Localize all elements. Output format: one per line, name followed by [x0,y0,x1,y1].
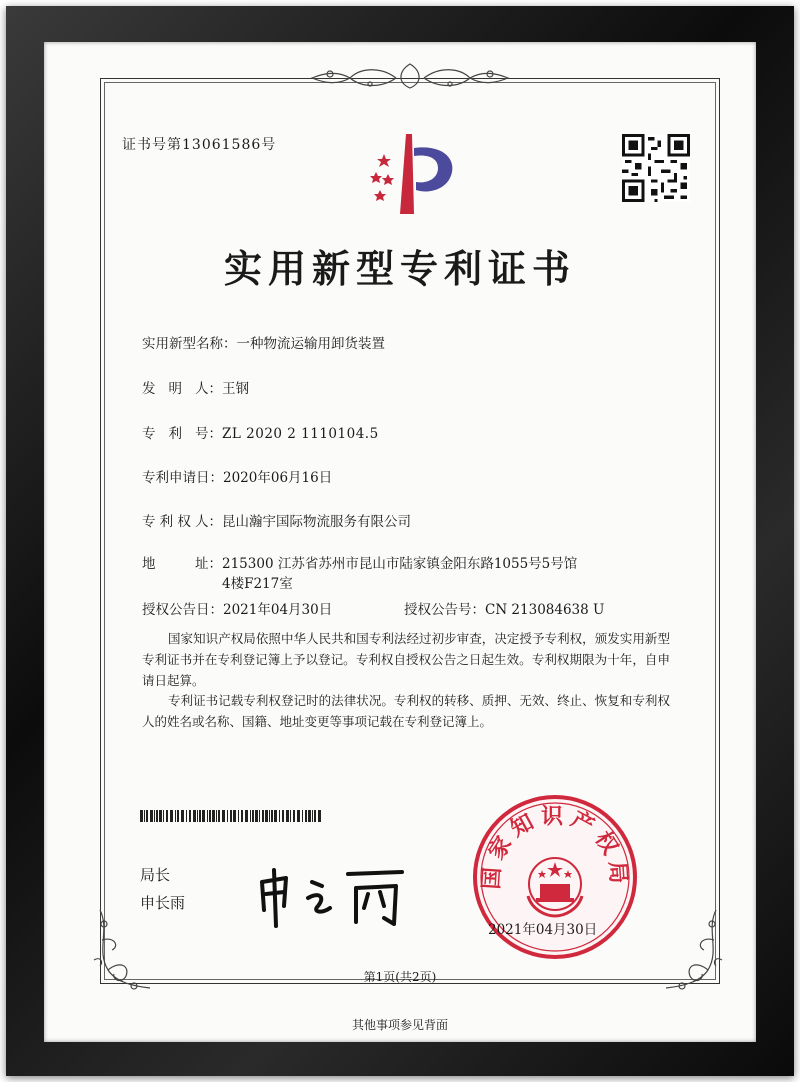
field-patentee [142,510,411,530]
field-filing-date [142,466,332,486]
field-inventor [142,377,249,397]
statement-paragraph-2: 专利证书记载专利权登记时的法律状况。专利权的转移、质押、无效、终止、恢复和专利权人的姓名或名称、国籍、地址变更等事项记载在专利登记簿上。 [142,693,670,729]
seal-date: 2021年04月30日 [488,922,598,938]
value-address-line2: 4楼F217室 [222,576,293,592]
qr-code-icon [622,134,690,202]
field-grant-announce-date [142,598,332,618]
value-inventor: 王钢 [222,381,249,397]
value-filing-date: 2020年06月16日 [223,470,333,486]
field-patent-no [142,422,379,442]
page-number: 第1页(共2页) [363,970,437,984]
signature-icon [252,852,412,932]
label-grant-announce-date: 授权公告日： [142,602,223,618]
value-grant-announce-no: CN 213084638 U [485,602,605,618]
seal-text: 国家知识产权局 [479,804,631,891]
value-patentee: 昆山瀚宇国际物流服务有限公司 [222,514,411,530]
director-name: 申长雨 [140,894,186,912]
certificate-number: 证书号第13061586号 [122,137,277,153]
label-filing-date: 专利申请日： [142,470,223,486]
cnipa-logo-icon [354,128,466,218]
value-utility-model-name: 一种物流运输用卸货装置 [236,336,385,352]
field-grant-announce-no [404,598,604,618]
label-patent-no: 专 利 号： [142,426,222,442]
director-title: 局长 [140,866,171,884]
document-title: 实用新型专利证书 [223,247,576,291]
top-ornament-icon [300,60,520,94]
label-inventor: 发 明 人： [142,381,222,397]
label-utility-model-name: 实用新型名称： [142,336,237,352]
footer-note: 其他事项参见背面 [351,1018,448,1032]
field-utility-model-name [142,332,385,352]
field-address [142,552,577,572]
statement-paragraph-1: 国家知识产权局依照中华人民共和国专利法经过初步审查，决定授予专利权，颁发实用新型专利证书并在专利登记簿上予以登记。专利权自授权公告之日起生效。专利权期限为十年，自申请日起算。 [142,631,670,688]
value-patent-no: ZL 2020 2 1110104.5 [222,426,379,442]
label-patentee: 专 利 权 人： [142,514,222,530]
label-address: 地 址： [142,556,222,572]
value-address-line1: 215300 江苏省苏州市昆山市陆家镇金阳东路1055号5号馆 [222,556,578,572]
label-grant-announce-no: 授权公告号： [404,602,485,618]
barcode-icon [140,810,324,822]
value-grant-announce-date: 2021年04月30日 [223,602,333,618]
